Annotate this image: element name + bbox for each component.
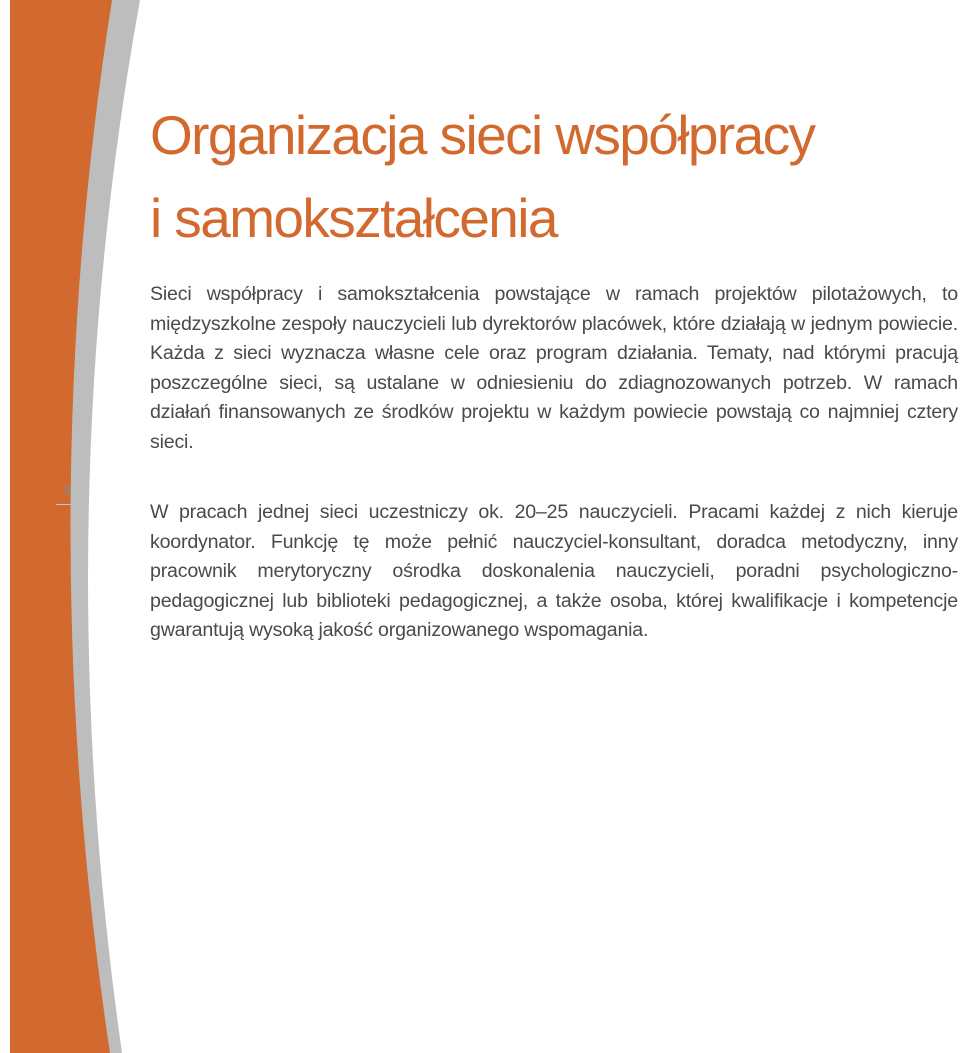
paragraph-network-coordination: W pracach jednej sieci uczestniczy ok. 20–25 nauczycieli. Pracami każdej z nich kieruje koordynator. Funkcję tę może pełnić nauczyciel-konsultant, doradca metodyczny, inny pracownik merytoryczny ośrodka doskonalenia nauczycieli, poradni psychologiczno-pedagogicznej lub biblioteki pedagogicznej, a także osoba, której kwalifikacje i kompetencje gwarantują wysoką jakość organizowanego wspomagania. xyxy=(150,501,958,641)
title-line-2: i samokształcenia xyxy=(150,187,557,249)
page-title xyxy=(150,94,950,260)
paragraph-networks-intro: Sieci współpracy i samokształcenia powstające w ramach projektów pilotażowych, to międzyszkolne zespoły nauczycieli lub dyrektorów placówek, które działają w jednym powiecie. Każda z sieci wyznacza własne cele oraz program działania. Tematy, nad którymi pracują poszczególne sieci, są ustalane w odniesieniu do zdiagnozowanych potrzeb. W ramach działań finansowanych ze środków projektu w każdym powiecie powstają co najmniej cztery sieci. xyxy=(150,283,958,453)
title-line-1: Organizacja sieci współpracy xyxy=(150,104,815,166)
page-number-rule xyxy=(56,504,76,505)
left-white-margin xyxy=(0,0,10,1053)
page-number: 8 xyxy=(64,483,72,498)
